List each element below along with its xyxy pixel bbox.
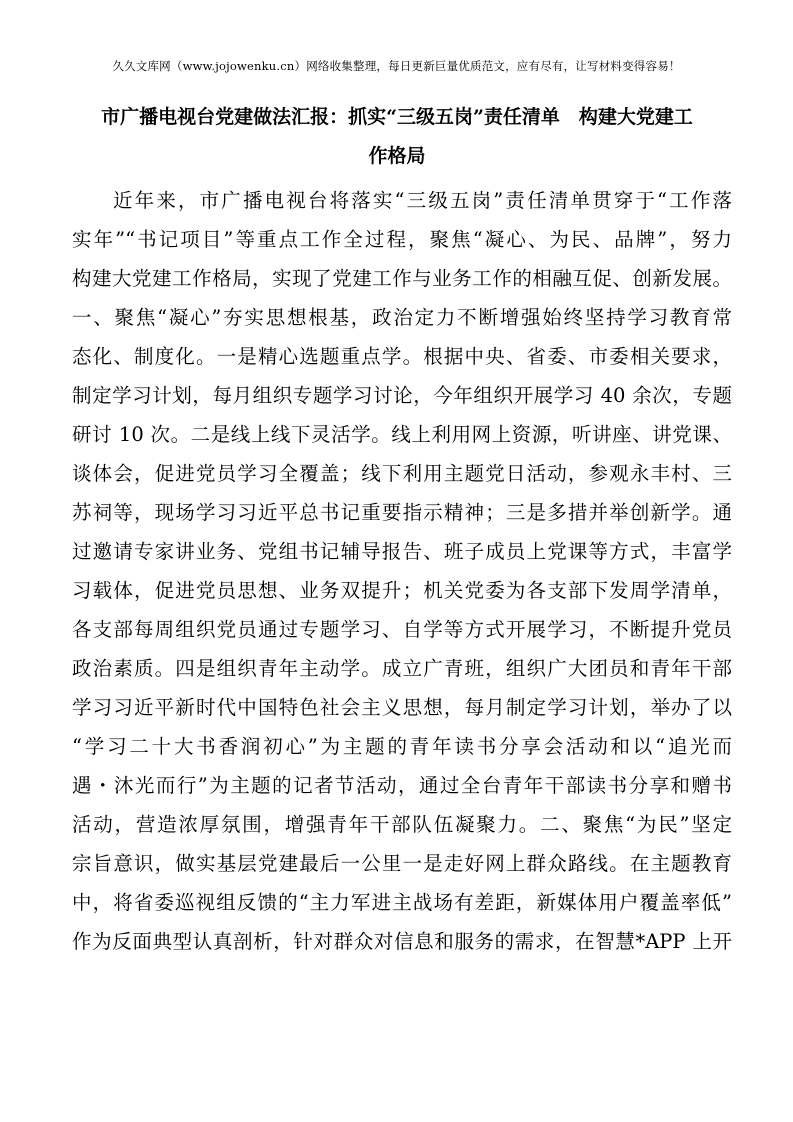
body-line: 学习习近平新时代中国特色社会主义思想，每月制定学习计划，举办了以 — [72, 696, 732, 719]
body-line: 宗旨意识，做实基层党建最后一公里一是走好网上群众路线。在主题教育 — [72, 852, 732, 875]
body-line: “学习二十大书香润初心”为主题的青年读书分享会活动和以“追光而 — [72, 735, 732, 758]
document-body — [72, 181, 732, 961]
body-line: 过邀请专家讲业务、党组书记辅导报告、班子成员上党课等方式，丰富学 — [72, 540, 732, 563]
body-line: 谈体会，促进党员学习全覆盖；线下利用主题党日活动，参观永丰村、三 — [72, 462, 732, 485]
body-line: 近年来，市广播电视台将落实“三级五岗”责任清单贯穿于“工作落 — [113, 189, 732, 212]
body-line: 活动，营造浓厚氛围，增强青年干部队伍凝聚力。二、聚焦“为民”坚定 — [72, 813, 732, 836]
body-line: 制定学习计划，每月组织专题学习讨论，今年组织开展学习 40 余次，专题 — [72, 384, 732, 407]
body-line: 苏祠等，现场学习习近平总书记重要指示精神；三是多措并举创新学。通 — [72, 501, 732, 524]
body-line: 各支部每周组织党员通过专题学习、自学等方式开展学习，不断提升党员 — [72, 618, 732, 641]
header-note: 久久文库网（www.jojowenku.cn）网络收集整理，每日更新巨量优质范文，应有尽有，让写材料变得容易！ — [112, 59, 681, 73]
body-line: 习载体，促进党员思想、业务双提升；机关党委为各支部下发周学清单， — [72, 579, 732, 602]
body-line: 研讨 10 次。二是线上线下灵活学。线上利用网上资源，听讲座、讲党课、 — [72, 423, 732, 446]
body-line: 态化、制度化。一是精心选题重点学。根据中央、省委、市委相关要求， — [72, 345, 732, 368]
body-line: 中，将省委巡视组反馈的“主力军进主战场有差距，新媒体用户覆盖率低” — [72, 891, 732, 914]
body-line: 作为反面典型认真剖析，针对群众对信息和服务的需求，在智慧*APP 上开 — [72, 930, 732, 953]
body-line: 构建大党建工作格局，实现了党建工作与业务工作的相融互促、创新发展。 — [72, 267, 732, 290]
body-line: 政治素质。四是组织青年主动学。成立广青班，组织广大团员和青年干部 — [72, 657, 732, 680]
body-line: 遇・沐光而行”为主题的记者节活动，通过全台青年干部读书分享和赠书 — [72, 774, 732, 797]
title-line: 市广播电视台党建做法汇报：抓实“三级五岗”责任清单 构建大党建工 — [101, 106, 693, 128]
title-line: 作格局 — [368, 145, 426, 167]
body-line: 实年”“书记项目”等重点工作全过程，聚焦“凝心、为民、品牌”，努力 — [72, 228, 732, 251]
document-title — [72, 98, 722, 176]
body-line: 一、聚焦“凝心”夯实思想根基，政治定力不断增强始终坚持学习教育常 — [72, 306, 732, 329]
